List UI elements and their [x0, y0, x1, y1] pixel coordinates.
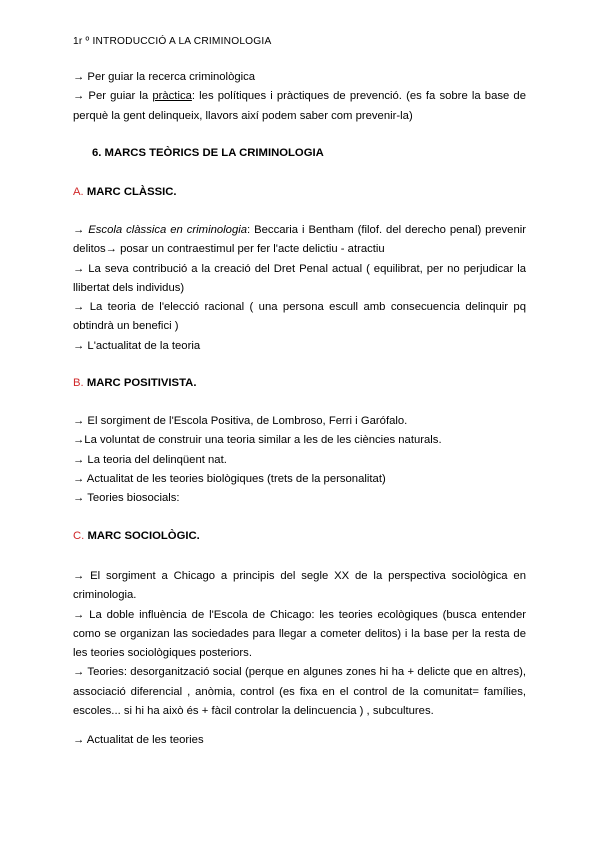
positivista-item-4: → Actualitat de les teories biològiques (trets de la personalitat): [73, 472, 386, 485]
marc-sociologic-letter: C.: [73, 530, 85, 542]
page-header: 1r º INTRODUCCIÓ A LA CRIMINOLOGIA: [73, 36, 272, 47]
classic-item-4: → L'actualitat de la teoria: [73, 339, 201, 352]
positivista-item-1: → El sorgiment de l'Escola Positiva, de Lombroso, Ferri i Garófalo.: [73, 415, 408, 427]
classic-item-2: → La seva contribució a la creació del Dret Penal actual ( equilibrat, per no perjudicar la llibertat dels individus): [73, 262, 526, 294]
marc-positivista-letter: B.: [73, 377, 84, 389]
sociologic-item-4: → Actualitat de les teories: [73, 734, 204, 746]
intro-line-2: [73, 87, 526, 126]
positivista-item-5: → Teories biosocials:: [73, 492, 180, 505]
classic-item-1-arrow: →: [73, 224, 89, 236]
sociologic-item-3: → Teories: desorganització social (perque en algunes zones hi ha + delicte que en altres), associació diferencial , anòmia, control (es fixa en el control de la comunitat= famílies, escoles... si hi ha això és + fàcil controlar la delincuencia ) , subcultures.: [73, 666, 526, 718]
classic-item-1: [73, 221, 526, 260]
intro-line-2-rest: : les polítiques i pràctiques de prevenció. (es fa sobre la base de perquè la gent delinqueix, llavors així podem saber com prevenir-la): [73, 90, 526, 122]
intro-line-1: → Per guiar la recerca criminològica: [73, 71, 256, 83]
marc-classic-heading: [73, 186, 177, 198]
classic-item-1-italic: Escola clàssica en criminologia: [88, 224, 248, 236]
classic-item-3: → La teoria de l'elecció racional ( una persona escull amb consecuencia delinquir pq obtindrà un benefici ): [73, 301, 526, 333]
marc-classic-title: MARC CLÀSSIC.: [83, 186, 177, 198]
marc-sociologic-list: [73, 567, 526, 721]
classic-item-1-rest: : Beccaria i Bentham (filof. del derecho penal) prevenir delitos→ posar un contraestimul per fer l'acte delictiu - atractiu: [73, 224, 526, 256]
sociologic-item-1: → El sorgiment a Chicago a principis del segle XX de la perspectiva sociològica en criminologia.: [73, 570, 526, 602]
marc-positivista-list: [73, 412, 526, 508]
sociologic-item-2: → La doble influència de l'Escola de Chicago: les teories ecològiques (busca entender como se organizan las sociedades para llegar a cometer delitos) i la base per la resta de les teories sociològiques posteriors.: [73, 608, 526, 660]
marc-sociologic-title: MARC SOCIOLÒGIC.: [84, 530, 200, 542]
sociologic-item-4-block: [73, 731, 526, 750]
marc-positivista-title: MARC POSITIVISTA.: [83, 377, 197, 389]
positivista-item-2: →La voluntat de construir una teoria similar a les de les ciències naturals.: [73, 434, 442, 447]
section-6-title: 6. MARCS TEÒRICS DE LA CRIMINOLOGIA: [92, 147, 324, 159]
intro-line-2-prefix: → Per guiar la: [73, 90, 153, 103]
marc-classic-list: [73, 221, 526, 356]
marc-classic-letter: A.: [73, 186, 84, 198]
underlined-practica: pràctica: [152, 90, 192, 103]
marc-sociologic-heading: [73, 530, 200, 542]
intro-block: [73, 68, 526, 126]
positivista-item-3: → La teoria del delinqüent nat.: [73, 453, 227, 466]
marc-positivista-heading: [73, 377, 196, 389]
